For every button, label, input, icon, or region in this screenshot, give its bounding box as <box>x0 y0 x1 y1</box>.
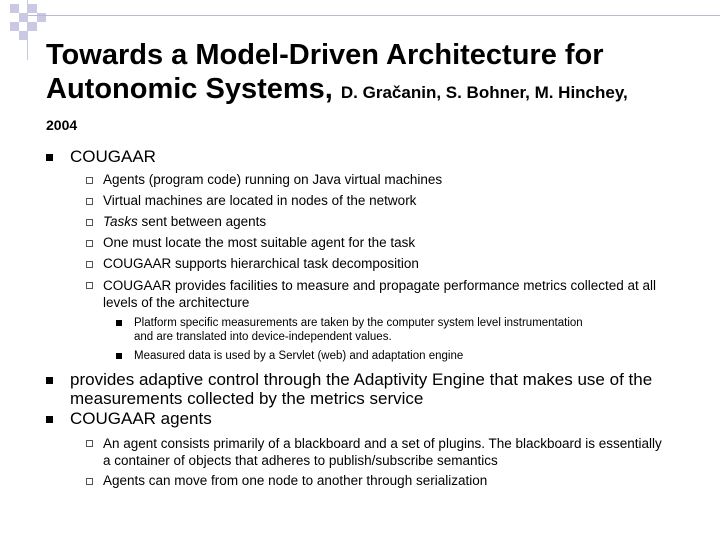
slide-year: 2004 <box>46 117 78 133</box>
bullet-adaptive-control: provides adaptive control through the Adaptivity Engine that makes use of the measurements collected by the metrics service <box>70 370 653 408</box>
title-line-2 <box>46 72 716 110</box>
bullet-cougaar: COUGAAR <box>70 147 156 166</box>
sub-bullet-tasks <box>103 212 266 232</box>
title-line-1: Towards a Model-Driven Architecture for <box>46 39 604 71</box>
hollow-bullet-icon <box>86 219 93 226</box>
square-bullet-icon <box>46 416 53 423</box>
square-bullet-icon <box>46 154 53 161</box>
hollow-bullet-icon <box>86 478 93 485</box>
tasks-emphasis: Tasks <box>103 214 138 229</box>
hollow-bullet-icon <box>86 282 93 289</box>
sub-bullet-agents-jvm: Agents (program code) running on Java virtual machines <box>103 172 443 187</box>
small-square-bullet-icon <box>116 320 122 326</box>
sub-bullet-metrics: COUGAAR provides facilities to measure and propagate performance metrics collected at all levels of the architecture <box>103 278 656 310</box>
subsub-bullet-platform: Platform specific measurements are taken by the computer system level instrumentation and are translated into device-independent values. <box>134 317 583 343</box>
subsub-bullet-servlet: Measured data is used by a Servlet (web) and adaptation engine <box>134 350 464 362</box>
sub-bullet-serialization: Agents can move from one node to another through serialization <box>103 473 488 488</box>
hollow-bullet-icon <box>86 261 93 268</box>
hollow-bullet-icon <box>86 240 93 247</box>
title-authors: D. Gračanin, S. Bohner, M. Hinchey, <box>340 83 628 102</box>
slide-title <box>46 38 716 110</box>
hollow-bullet-icon <box>86 440 93 447</box>
hollow-bullet-icon <box>86 177 93 184</box>
sub-bullet-locate-agent: One must locate the most suitable agent for the task <box>103 235 416 250</box>
tasks-rest: sent between agents <box>137 214 267 229</box>
sub-bullet-vm-nodes: Virtual machines are located in nodes of the network <box>103 193 417 208</box>
square-bullet-icon <box>46 377 53 384</box>
title-line-2-text: Autonomic Systems, <box>46 73 333 105</box>
header-vertical-rule <box>27 0 28 60</box>
small-square-bullet-icon <box>116 353 122 359</box>
header-rule <box>28 15 720 16</box>
bullet-cougaar-agents: COUGAAR agents <box>70 409 212 428</box>
hollow-bullet-icon <box>86 198 93 205</box>
sub-bullet-task-decomposition: COUGAAR supports hierarchical task decomposition <box>103 256 419 271</box>
sub-bullet-blackboard: An agent consists primarily of a blackboard and a set of plugins. The blackboard is essentially a container of objects that adheres to publish/subscribe semantics <box>103 436 662 468</box>
